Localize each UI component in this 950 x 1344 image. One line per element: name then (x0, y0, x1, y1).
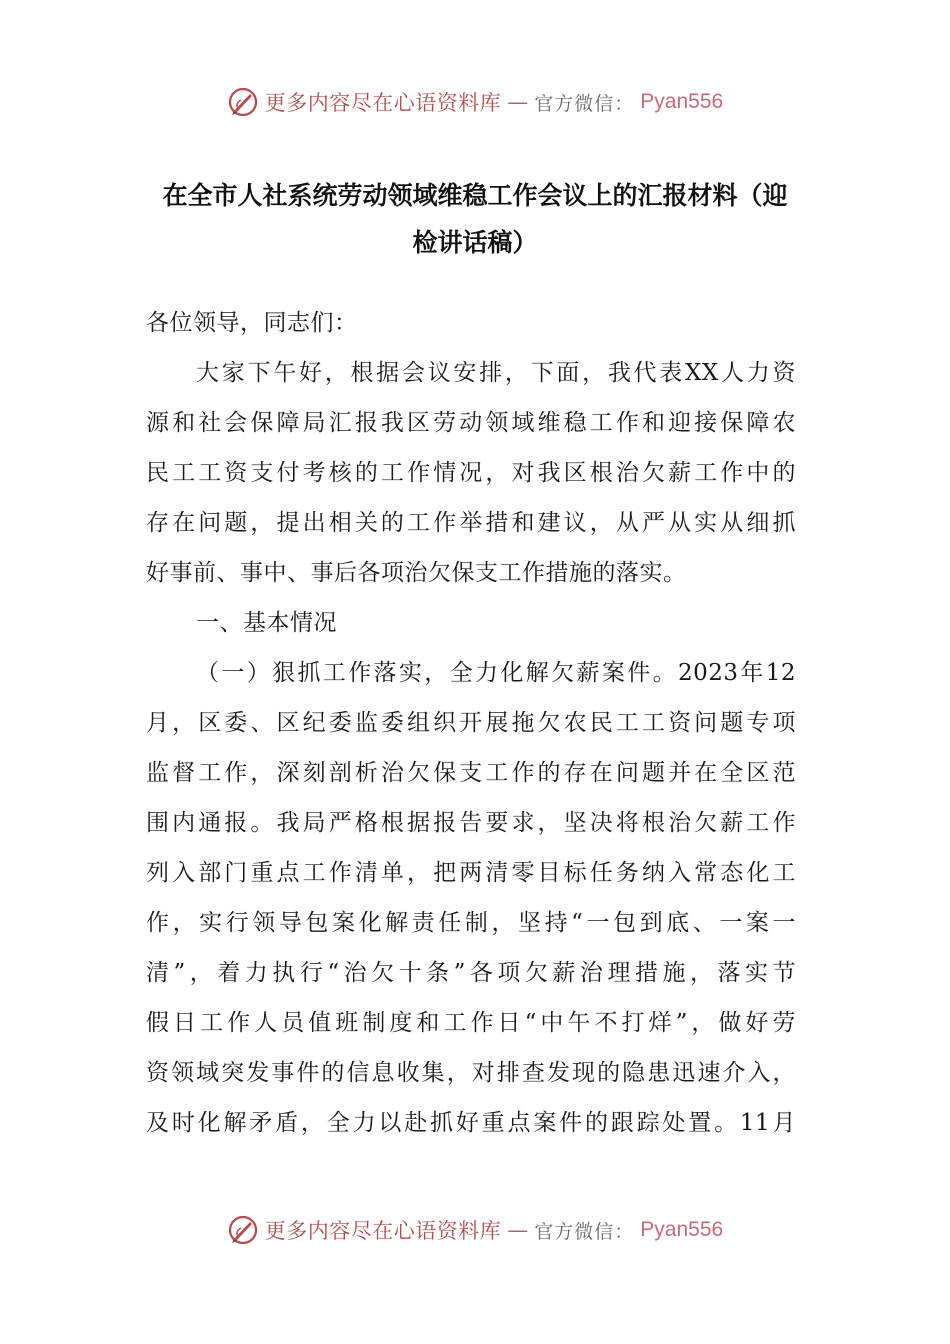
paragraph-line: 列入部门重点工作清单，把两清零目标任务纳入常态化工 (146, 860, 796, 886)
paragraph-line: 假日工作人员值班制度和工作日“中午不打烊”，做好劳 (146, 1010, 796, 1036)
paragraph-intro (146, 348, 796, 598)
section-heading: 一、基本情况 (196, 610, 337, 636)
banner-dash: — (507, 90, 529, 114)
paragraph-line: 及时化解矛盾，全力以赴抓好重点案件的跟踪处置。11月 (146, 1110, 796, 1136)
paragraph-line: 大家下午好，根据会议安排，下面，我代表XX人力资 (196, 360, 796, 386)
banner-wechat-id: Pyan556 (640, 90, 724, 113)
pen-quill-logo-icon (227, 86, 259, 118)
paragraph-line: 围内通报。我局严格根据报告要求，坚决将根治欠薪工作 (146, 810, 796, 836)
paragraph-line: 源和社会保障局汇报我区劳动领域维稳工作和迎接保障农 (146, 410, 796, 436)
title-line-1: 在全市人社系统劳动领域维稳工作会议上的汇报材料（迎 (162, 181, 788, 210)
paragraph-line: 存在问题，提出相关的工作举措和建议，从严从实从细抓 (146, 510, 796, 536)
paragraph-line: （一）狠抓工作落实，全力化解欠薪案件。2023年12 (196, 660, 796, 686)
header-banner (0, 80, 950, 124)
paragraph-line: 作，实行领导包案化解责任制，坚持“一包到底、一案一 (146, 910, 796, 936)
banner-main-text: 更多内容尽在心语资料库 (264, 1219, 502, 1243)
banner-wechat-id: Pyan556 (640, 1218, 724, 1241)
paragraph-line: 清”，着力执行“治欠十条”各项欠薪治理措施，落实节 (146, 960, 796, 986)
banner-official-label: 官方微信： (534, 92, 635, 115)
paragraph-line: 资领域突发事件的信息收集，对排查发现的隐患迅速介入， (146, 1060, 796, 1086)
paragraph-line: 月，区委、区纪委监委组织开展拖欠农民工工资问题专项 (146, 710, 796, 736)
banner-dash: — (507, 1218, 529, 1242)
paragraph-line: 民工工资支付考核的工作情况，对我区根治欠薪工作中的 (146, 460, 796, 486)
paragraph-section-1 (146, 648, 796, 1148)
banner-main-text: 更多内容尽在心语资料库 (264, 91, 502, 115)
document-body (146, 298, 796, 1148)
paragraph-line: 监督工作，深刻剖析治欠保支工作的存在问题并在全区范 (146, 760, 796, 786)
title-line-2: 检讲话稿） (412, 228, 538, 257)
pen-quill-logo-icon (227, 1214, 259, 1246)
document-title (145, 172, 805, 266)
banner-official-label: 官方微信： (534, 1220, 635, 1243)
footer-banner (0, 1208, 950, 1252)
paragraph-line: 好事前、事中、事后各项治欠保支工作措施的落实。 (146, 560, 687, 586)
salutation: 各位领导，同志们： (146, 310, 358, 336)
